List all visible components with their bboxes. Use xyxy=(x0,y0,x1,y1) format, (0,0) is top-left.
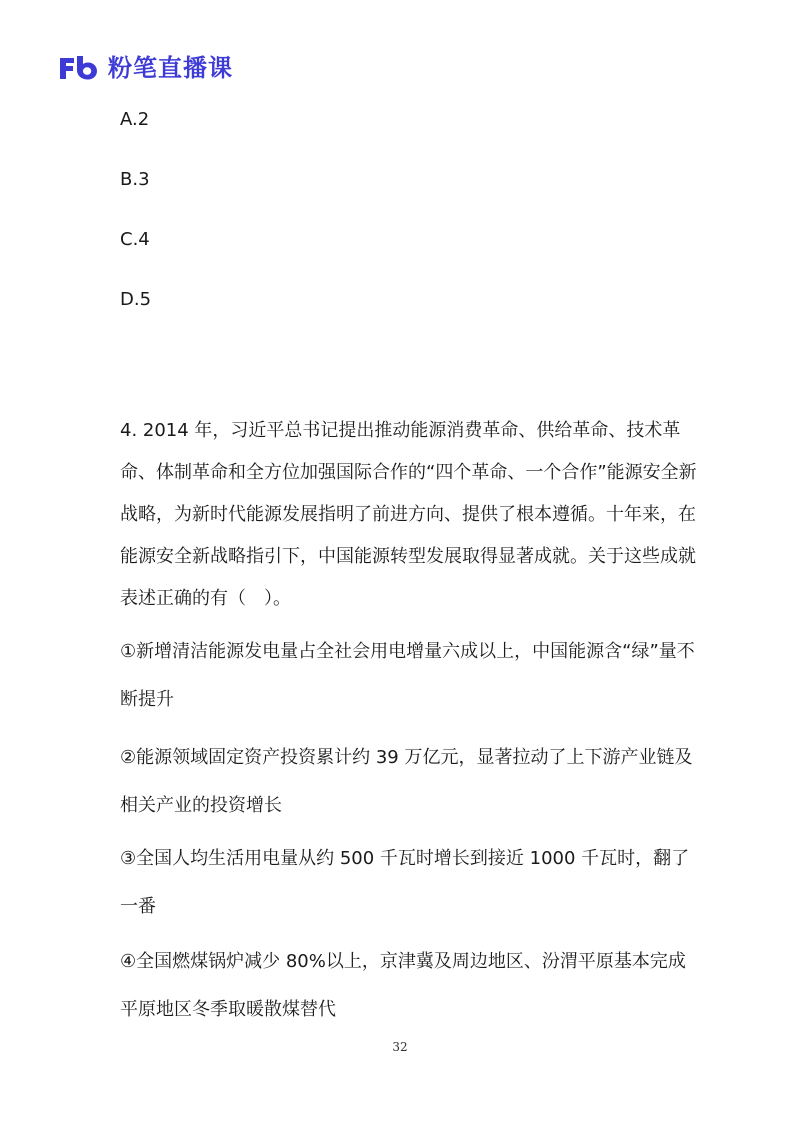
statement-3: ③全国人均生活用电量从约 500 千瓦时增长到接近 1000 千瓦时，翻了一番 xyxy=(120,848,690,917)
statement-4: ④全国燃煤锅炉减少 80%以上，京津冀及周边地区、汾渭平原基本完成平原地区冬季取暖散煤替代 xyxy=(120,951,686,1020)
option-c: C.4 xyxy=(120,229,150,250)
option-b: B.3 xyxy=(120,169,150,190)
page-number: 32 xyxy=(392,1040,408,1054)
statement-1: ①新增清洁能源发电量占全社会用电增量六成以上，中国能源含“绿”量不断提升 xyxy=(120,641,695,710)
page-header xyxy=(58,52,233,84)
brand-name: 粉笔直播课 xyxy=(108,54,233,82)
question-stem: 4. 2014 年，习近平总书记提出推动能源消费革命、供给革命、技术革命、体制革命和全方位加强国际合作的“四个革命、一个合作”能源安全新战略，为新时代能源发展指明了前进方向、提供了根本遵循。十年来，在能源安全新战略指引下，中国能源转型发展取得显著成就。关于这些成就表述正确的有（ ）。 xyxy=(120,420,697,609)
statement-2: ②能源领域固定资产投资累计约 39 万亿元，显著拉动了上下游产业链及相关产业的投资增长 xyxy=(120,747,693,816)
option-a: A.2 xyxy=(120,109,150,130)
option-d: D.5 xyxy=(120,289,152,310)
fb-logo-icon xyxy=(58,54,100,82)
